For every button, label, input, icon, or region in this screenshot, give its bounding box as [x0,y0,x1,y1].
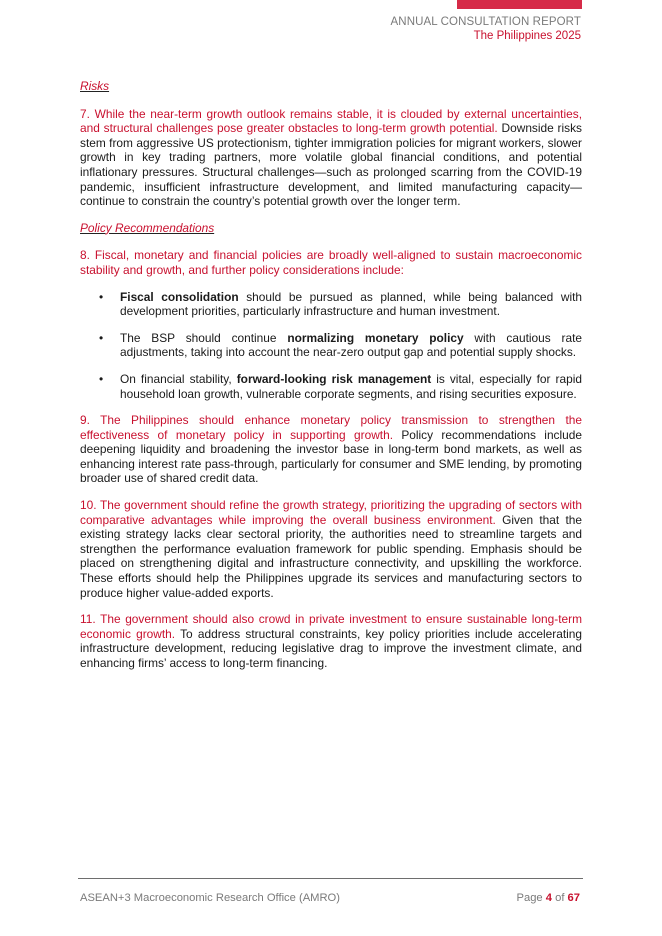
list-item-text: with cautious rate adjustments, taking into account the near-zero output gap and potential supply shocks. [120,330,582,360]
list-item [80,331,582,360]
paragraph-7 [80,107,582,209]
paragraph-11 [80,612,582,670]
paragraph-10-body: Given that the existing strategy lacks clear sectoral priority, the authorities need to streamline targets and strengthen the performance evaluation framework for public spending. Emphasis should be placed on strengthening digital and infrastructure connectivity, and upskilling the workforce. These efforts should help the Philippines upgrade its services and manufacturing sectors to produce higher value-added exports. [80,512,582,600]
section-heading-policy-recommendations: Policy Recommendations [80,220,215,235]
recommendation-list [80,290,582,402]
page-of-label: of [552,892,568,904]
list-item-emphasis: Fiscal consolidation [120,289,239,304]
list-item-text: On financial stability, [120,371,237,386]
footer-organization: ASEAN+3 Macroeconomic Research Office (AMRO) [80,892,340,904]
paragraph-10-lead: 10. The government should refine the growth strategy, prioritizing the upgrading of sectors with comparative advantages while improving the overall business environment. [80,498,582,527]
paragraph-7-body: Downside risks stem from aggressive US protectionism, tighter immigration policies for migrant workers, slower growth in key trading partners, more volatile global financial conditions, and potential inflationary pressures. Structural challenges—such as prolonged scarring from the COVID-19 pandemic, insufficient infrastructure development, and limited manufacturing capacity—continue to constrain the country’s potential growth over the longer term. [80,121,582,209]
header-accent-bar [457,0,582,9]
paragraph-8 [80,248,582,277]
list-item-text: The BSP should continue [120,330,288,345]
list-item-text: is vital, especially for rapid household loan growth, vulnerable corporate segments, and rising securities exposure. [120,371,582,401]
report-subtitle: The Philippines 2025 [473,30,581,42]
list-item-text: should be pursued as planned, while being balanced with development priorities, particularly infrastructure and human investment. [120,289,583,319]
list-item [80,372,582,401]
paragraph-10 [80,498,582,600]
paragraph-7-lead: 7. While the near-term growth outlook remains stable, it is clouded by external uncertainties, and structural challenges pose greater obstacles to long-term growth potential. [80,106,582,136]
paragraph-9-body: Policy recommendations include deepening liquidity and broadening the investor base in long-term bond markets, as well as enhancing interest rate pass-through, particularly for consumer and SME lending, by promoting broader use of shared credit data. [80,427,582,486]
paragraph-11-lead: 11. The government should also crowd in private investment to ensure sustainable long-term economic growth. [80,612,582,641]
footer-divider [78,878,583,879]
paragraph-9-lead: 9. The Philippines should enhance monetary policy transmission to strengthen the effectiveness of monetary policy in supporting growth. [80,413,582,442]
paragraph-9 [80,413,582,486]
total-pages: 67 [567,892,580,904]
section-heading-risks: Risks [80,79,110,93]
page-number [517,892,580,904]
running-header [391,15,581,43]
paragraph-11-body: To address structural constraints, key policy priorities include accelerating infrastructure development, reducing legislative drag to improve the investment climate, and enhancing firms’ access to long-term financing. [80,626,583,670]
list-item-emphasis: forward-looking risk management [236,371,432,386]
list-item [80,290,582,319]
page-label: Page [516,892,546,904]
list-item-emphasis: normalizing monetary policy [287,330,464,345]
paragraph-8-lead: 8. Fiscal, monetary and financial policies are broadly well-aligned to sustain macroeconomic stability and growth, and further policy considerations include: [80,248,582,277]
report-title: ANNUAL CONSULTATION REPORT [390,16,581,28]
page-body [80,79,582,683]
current-page: 4 [545,892,552,904]
